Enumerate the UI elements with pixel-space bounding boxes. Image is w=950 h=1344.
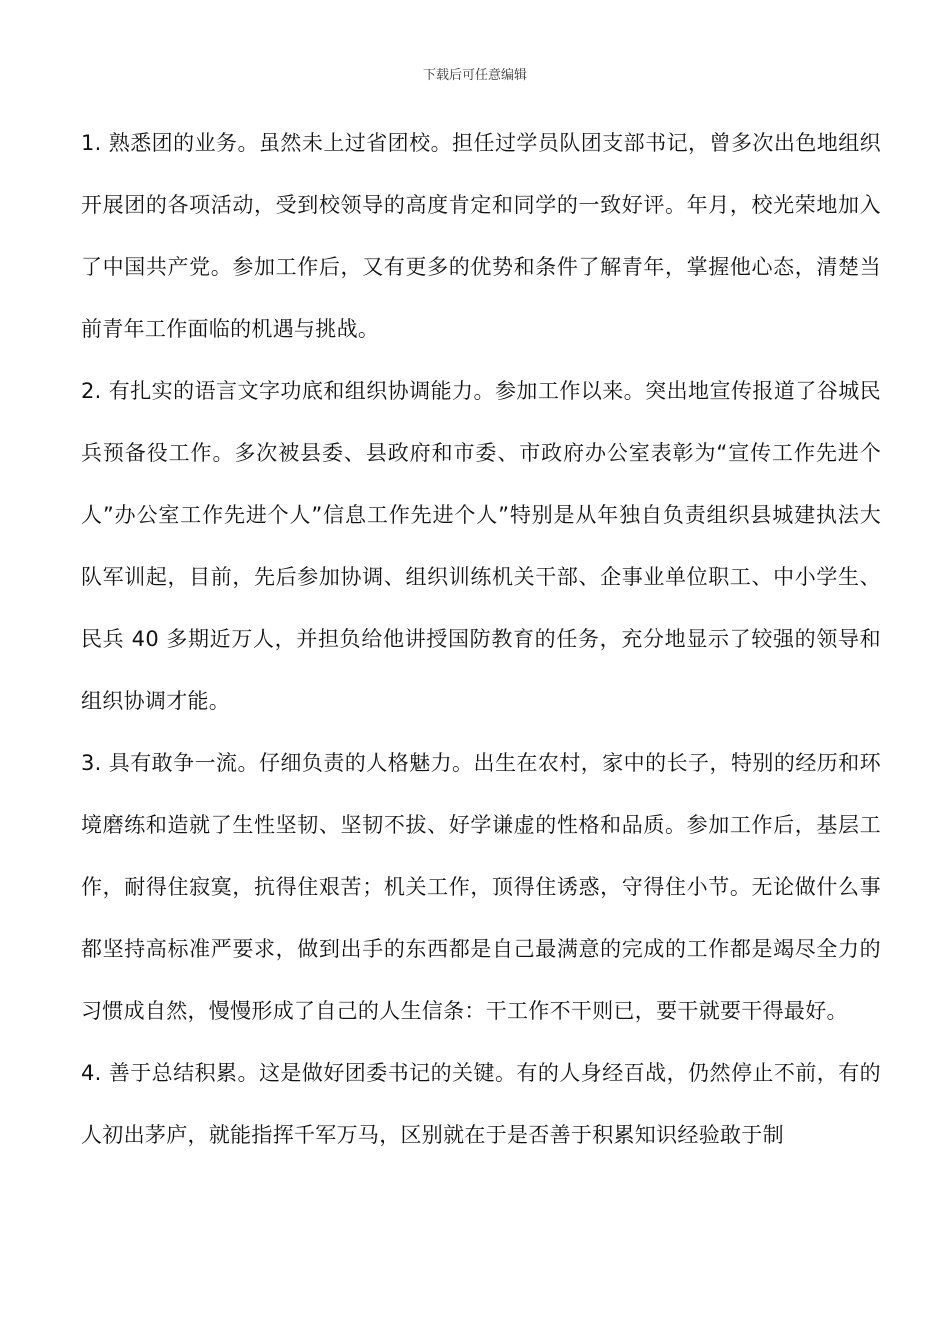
paragraph-3: 3. 具有敢争一流。仔细负责的人格魅力。出生在农村，家中的长子，特别的经历和环境磨练和造就了生性坚韧、坚韧不拔、好学谦虚的性格和品质。参加工作后，基层工作，耐得住寂寞，抗得住艰苦；机关工作，顶得住诱惑，守得住小节。无论做什么事都坚持高标准严要求，做到出手的东西都是自己最满意的完成的工作都是竭尽全力的习惯成自然，慢慢形成了自己的人生信条：干工作不干则已，要干就要干得最好。 xyxy=(81,751,881,1023)
paragraph-4: 4. 善于总结积累。这是做好团委书记的关键。有的人身经百战，仍然停止不前，有的人初出茅庐，就能指挥千军万马，区别就在于是否善于积累知识经验敢于制 xyxy=(81,1061,881,1147)
paragraph-1: 1. 熟悉团的业务。虽然未上过省团校。担任过学员队团支部书记，曾多次出色地组织开展团的各项活动，受到校领导的高度肯定和同学的一致好评。年月，校光荣地加入了中国共产党。参加工作后，又有更多的优势和条件了解青年，掌握他心态，清楚当前青年工作面临的机遇与挑战。 xyxy=(81,131,881,341)
page-header: 下载后可任意编辑 xyxy=(422,68,527,83)
document-body xyxy=(81,112,881,1166)
paragraph-2: 2. 有扎实的语言文字功底和组织协调能力。参加工作以来。突出地宣传报道了谷城民兵预备役工作。多次被县委、县政府和市委、市政府办公室表彰为“宣传工作先进个人”办公室工作先进个人”信息工作先进个人”特别是从年独自负责组织县城建执法大队军训起，目前，先后参加协调、组织训练机关干部、企事业单位职工、中小学生、民兵 40 多期近万人，并担负给他讲授国防教育的任务，充分地显示了较强的领导和组织协调才能。 xyxy=(81,379,881,713)
